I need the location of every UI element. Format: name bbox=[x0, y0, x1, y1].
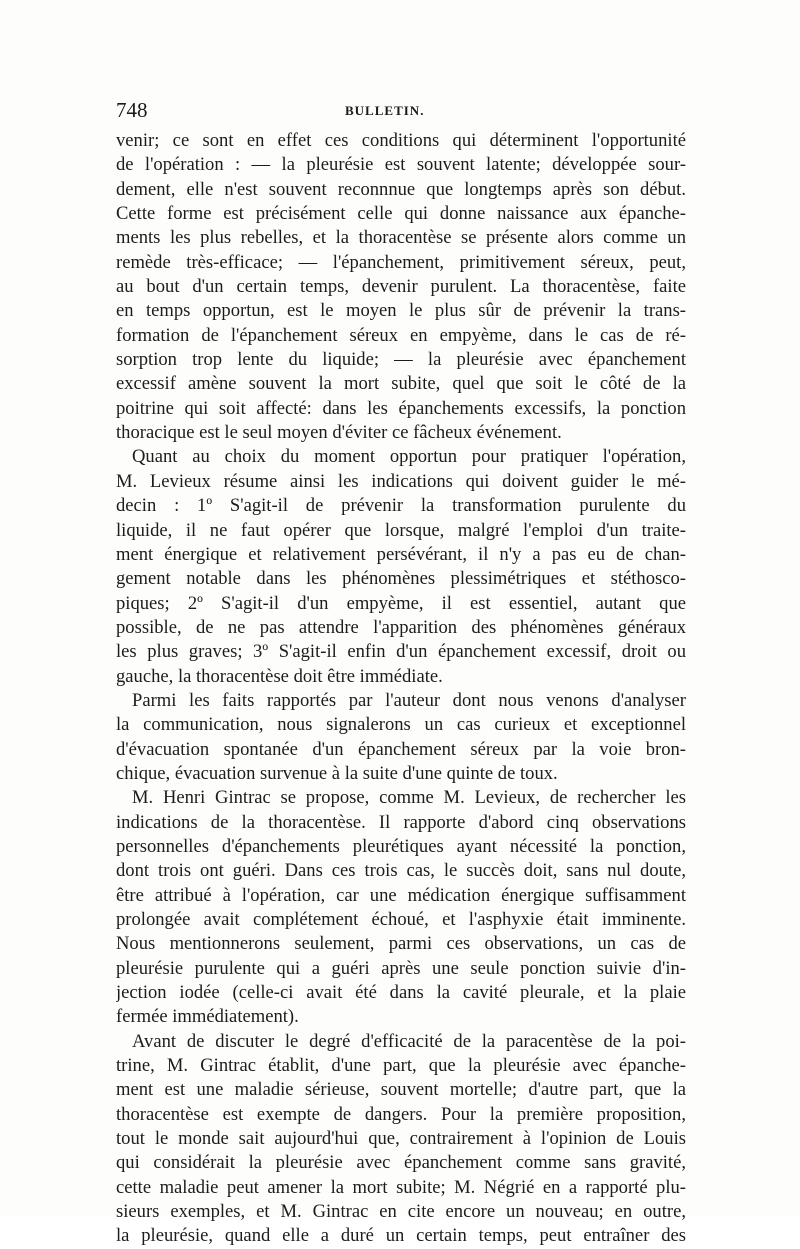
paragraph-last-line: chique, évacuation survenue à la suite d'une quinte de toux. bbox=[116, 762, 558, 784]
text-line: la pleurésie, quand elle a duré un certain temps, peut entraîner des bbox=[116, 1225, 686, 1247]
text-line: dont trois ont guéri. Dans ces trois cas, le succès doit, sans nul doute, bbox=[116, 860, 686, 882]
text-line: decin : 1º S'agit-il de prévenir la transformation purulente du bbox=[116, 495, 686, 517]
text-line: sieurs exemples, et M. Gintrac en cite encore un nouveau; en outre, bbox=[116, 1201, 686, 1223]
text-line: en temps opportun, est le moyen le plus sûr de prévenir la trans- bbox=[116, 300, 686, 322]
text-line: ment énergique et relativement persévérant, il n'y a pas eu de chan- bbox=[116, 543, 686, 565]
paragraph-first-line: Parmi les faits rapportés par l'auteur dont nous venons d'analyser bbox=[132, 689, 686, 711]
text-line: trine, M. Gintrac établit, d'une part, que la pleurésie avec épanche- bbox=[116, 1055, 686, 1077]
paragraph-first-line: Avant de discuter le degré d'efficacité de la paracentèse de la poi- bbox=[132, 1030, 686, 1052]
text-line: les plus graves; 3º S'agit-il enfin d'un épanchement excessif, droit ou bbox=[116, 641, 686, 663]
text-line: excessif amène souvent la mort subite, quel que soit le côté de la bbox=[116, 373, 686, 395]
text-line: personnelles d'épanchements pleurétiques ayant nécessité la ponction, bbox=[116, 835, 686, 857]
text-line: de l'opération : — la pleurésie est souvent latente; développée sour- bbox=[116, 154, 686, 176]
paragraph-last-line: fermée immédiatement). bbox=[116, 1006, 299, 1028]
page-number: 748 bbox=[116, 98, 148, 122]
text-line: indications de la thoracentèse. Il rapporte d'abord cinq observations bbox=[116, 811, 686, 833]
text-line: au bout d'un certain temps, devenir purulent. La thoracentèse, faite bbox=[116, 276, 686, 298]
text-line: formation de l'épanchement séreux en empyème, dans le cas de ré- bbox=[116, 324, 686, 346]
text-line: qui considérait la pleurésie avec épanchement comme sans gravité, bbox=[116, 1152, 686, 1174]
text-line: prolongée avait complétement échoué, et l'asphyxie était imminente. bbox=[116, 909, 686, 930]
body-text bbox=[116, 129, 686, 1249]
paragraph-last-line: gauche, la thoracentèse doit être immédiate. bbox=[116, 665, 443, 687]
text-line: liquide, il ne faut opérer que lorsque, malgré l'emploi d'un traite- bbox=[116, 519, 686, 541]
text-line: être attribué à l'opération, car une médication énergique suffisamment bbox=[116, 884, 686, 906]
paragraph-first-line: Quant au choix du moment opportun pour pratiquer l'opération, bbox=[132, 446, 686, 468]
text-line: d'évacuation spontanée d'un épanchement séreux par la voie bron- bbox=[116, 738, 686, 760]
text-line: remède très-efficace; — l'épanchement, primitivement séreux, peut, bbox=[116, 251, 686, 273]
text-line: Nous mentionnerons seulement, parmi ces observations, un cas de bbox=[116, 933, 686, 955]
text-line: dement, elle n'est souvent reconnnue que longtemps après son début. bbox=[116, 178, 686, 200]
text-line: poitrine qui soit affecté: dans les épanchements excessifs, la ponction bbox=[116, 397, 686, 419]
running-head: BULLETIN. bbox=[345, 103, 425, 118]
paragraph-first-line: M. Henri Gintrac se propose, comme M. Levieux, de rechercher les bbox=[132, 787, 686, 809]
text-line: la communication, nous signalerons un cas curieux et exceptionnel bbox=[116, 714, 686, 736]
text-line: ment est une maladie sérieuse, souvent mortelle; d'autre part, que la bbox=[116, 1079, 686, 1101]
page-header bbox=[116, 98, 686, 126]
text-line: tout le monde sait aujourd'hui que, contrairement à l'opinion de Louis bbox=[116, 1128, 686, 1150]
text-line: Cette forme est précisément celle qui donne naissance aux épanche- bbox=[116, 203, 686, 225]
text-line: venir; ce sont en effet ces conditions qui déterminent l'opportunité bbox=[116, 130, 686, 151]
text-line: thoracentèse est exempte de dangers. Pour la première proposition, bbox=[116, 1103, 686, 1125]
text-line: pleurésie purulente qui a guéri après une seule ponction suivie d'in- bbox=[116, 957, 686, 979]
text-line: cette maladie peut amener la mort subite; M. Négrié en a rapporté plu- bbox=[116, 1176, 686, 1198]
text-line: sorption trop lente du liquide; — la pleurésie avec épanchement bbox=[116, 349, 686, 371]
text-line: M. Levieux résume ainsi les indications qui doivent guider le mé- bbox=[116, 470, 686, 492]
text-line: ments les plus rebelles, et la thoracentèse se présente alors comme un bbox=[116, 227, 686, 249]
text-line: piques; 2º S'agit-il d'un empyème, il est essentiel, autant que bbox=[116, 592, 686, 614]
text-line: jection iodée (celle-ci avait été dans la cavité pleurale, et la plaie bbox=[116, 982, 686, 1004]
text-line: gement notable dans les phénomènes plessimétriques et stéthosco- bbox=[116, 568, 686, 590]
text-line: possible, de ne pas attendre l'apparition des phénomènes généraux bbox=[116, 616, 686, 638]
paragraph-last-line: thoracique est le seul moyen d'éviter ce fâcheux événement. bbox=[116, 422, 562, 444]
